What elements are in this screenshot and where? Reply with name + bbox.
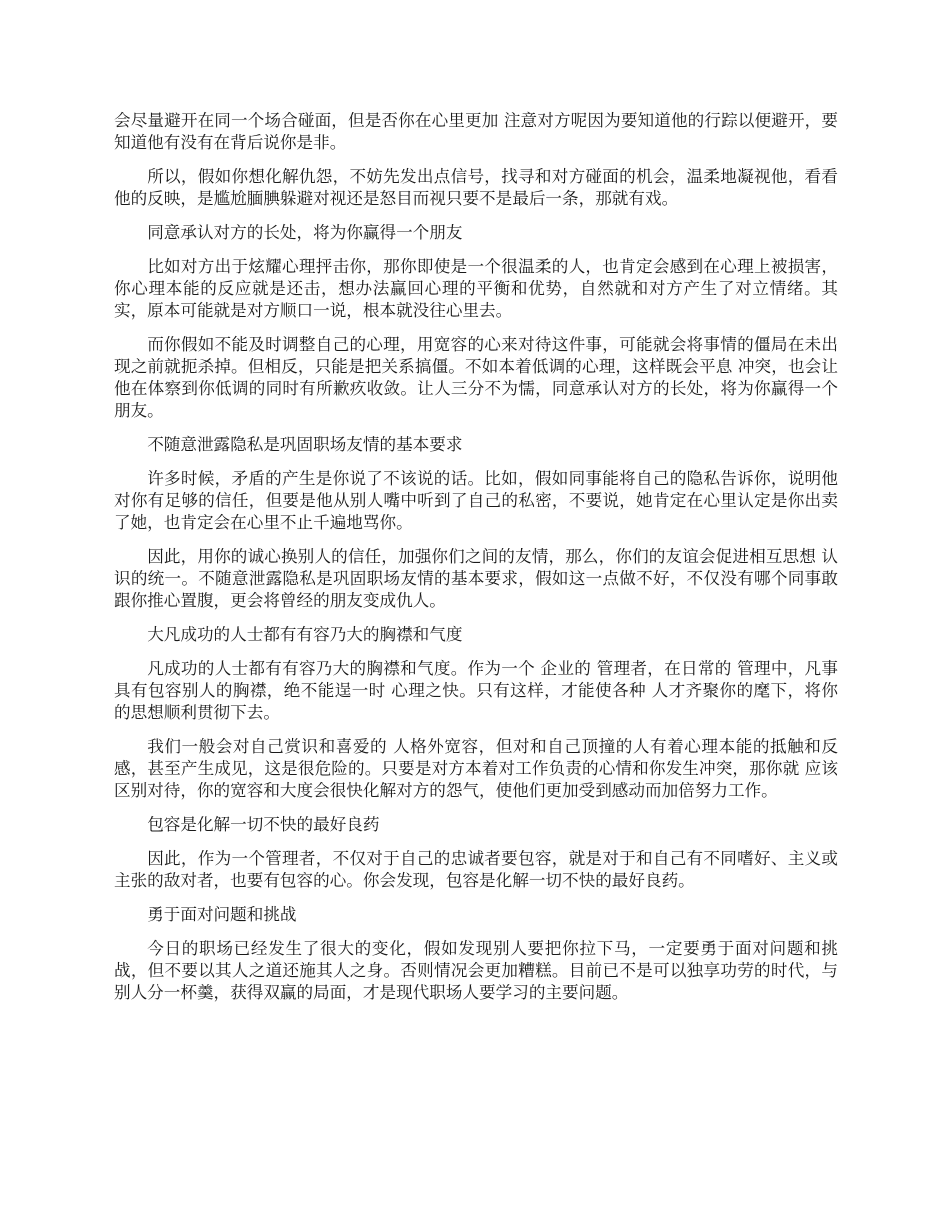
paragraph: 我们一般会对自己赏识和喜爱的 人格外宽容，但对和自己顶撞的人有着心理本能的抵触和反感，甚至产生成见，这是很危险的。只要是对方本着对工作负责的心情和你发生冲突，那你就 应该区别对待，你的宽容和大度会很快化解对方的怨气，使他们更加受到感动而加倍努力工作。 [114,737,838,800]
section-heading: 同意承认对方的长处，将为你赢得一个朋友 [147,223,463,242]
paragraph: 凡成功的人士都有有容乃大的胸襟和气度。作为一个 企业的 管理者，在日常的 管理中，凡事具有包容别人的胸襟，绝不能逞一时 心理之快。只有这样，才能使各种 人才齐聚你的麾下，将你的思想顺利贯彻下去。 [114,659,838,722]
document-body [114,110,838,1016]
paragraph: 所以，假如你想化解仇怨，不妨先发出点信号，找寻和对方碰面的机会，温柔地凝视他，看看他的反映，是尴尬腼腆躲避对视还是怒目而视只要不是最后一条，那就有戏。 [114,167,838,208]
paragraph: 许多时候，矛盾的产生是你说了不该说的话。比如，假如同事能将自己的隐私告诉你，说明他对你有足够的信任，但要是他从别人嘴中听到了自己的私密，不要说，她肯定在心里认定是你出卖了她，也肯定会在心里不止千遍地骂你。 [114,469,838,532]
paragraph: 因此，作为一个管理者，不仅对于自己的忠诚者要包容，就是对于和自己有不同嗜好、主义或主张的敌对者，也要有包容的心。你会发现，包容是化解一切不快的最好良药。 [114,849,838,890]
section-heading: 不随意泄露隐私是巩固职场友情的基本要求 [147,435,463,454]
paragraph: 比如对方出于炫耀心理抨击你，那你即使是一个很温柔的人，也肯定会感到在心理上被损害，你心理本能的反应就是还击，想办法赢回心理的平衡和优势，自然就和对方产生了对立情绪。其实，原本可能就是对方顺口一说，根本就没往心里去。 [114,257,838,320]
paragraph: 会尽量避开在同一个场合碰面，但是否你在心里更加 注意对方呢因为要知道他的行踪以便避开，要知道他有没有在背后说你是非。 [114,111,838,152]
paragraph: 因此，用你的诚心换别人的信任，加强你们之间的友情，那么，你们的友谊会促进相互思想 认识的统一。不随意泄露隐私是巩固职场友情的基本要求，假如这一点做不好，不仅没有哪个同事敢跟你推心置腹，更会将曾经的朋友变成仇人。 [114,547,838,610]
section-heading: 勇于面对问题和挑战 [147,905,297,924]
paragraph: 今日的职场已经发生了很大的变化，假如发现别人要把你拉下马，一定要勇于面对问题和挑战，但不要以其人之道还施其人之身。否则情况会更加糟糕。目前已不是可以独享功劳的时代，与别人分一杯羹，获得双赢的局面，才是现代职场人要学习的主要问题。 [114,939,838,1002]
section-heading: 大凡成功的人士都有有容乃大的胸襟和气度 [147,625,463,644]
paragraph: 而你假如不能及时调整自己的心理，用宽容的心来对待这件事，可能就会将事情的僵局在未出现之前就扼杀掉。但相反，只能是把关系搞僵。不如本着低调的心理，这样既会平息 冲突，也会让他在体察到你低调的同时有所歉疚收敛。让人三分不为懦，同意承认对方的长处，将为你赢得一个朋友。 [114,335,838,420]
section-heading: 包容是化解一切不快的最好良药 [147,815,380,834]
